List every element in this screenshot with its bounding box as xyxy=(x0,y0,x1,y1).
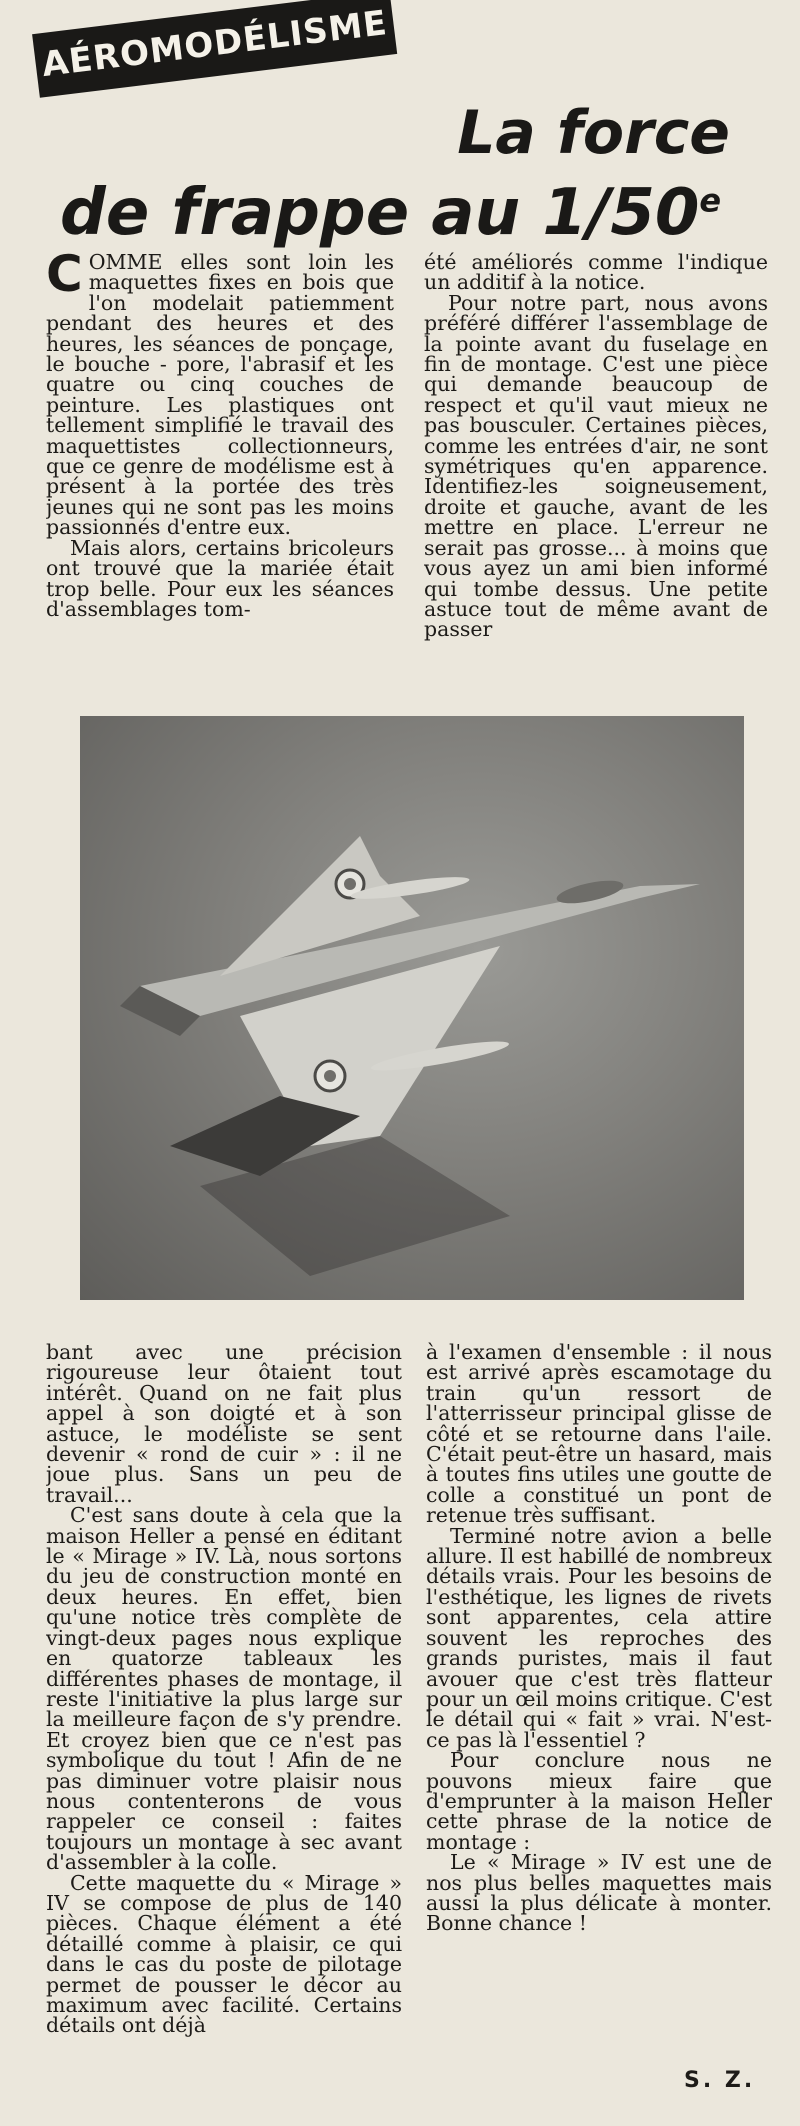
text-column-1 xyxy=(46,252,394,676)
section-rubric-label: AÉROMODÉLISME xyxy=(39,3,390,86)
paragraph xyxy=(46,252,394,538)
text-column-2 xyxy=(424,252,768,676)
drop-cap: C xyxy=(46,252,83,303)
text-column-4 xyxy=(426,1342,772,2042)
paragraph: à l'examen d'ensemble : il nous est arrivé après escamotage du train qu'un ressort de l'atterrisseur principal glisse de côté et se retourne dans l'aile. C'était peut-être un hasard, mais à toutes fins utiles une goutte de colle a constitué un pont de retenue très suffisant. xyxy=(426,1342,772,1528)
author-signature: S. Z. xyxy=(684,2068,756,2093)
mirage-iv-model-photo xyxy=(80,716,744,1300)
paragraph: Mais alors, certains bricoleurs ont trouvé que la mariée était trop belle. Pour eux les séances d'assemblages tom- xyxy=(46,535,394,621)
paragraph: C'est sans doute à cela que la maison Heller a pensé en éditant le « Mirage » IV. Là, nous sortons du jeu de construction monté en deux heures. En effet, bien qu'une notice très complète de vingt-deux pages nous explique en quatorze tableaux les différentes phases de montage, il reste l'initiative la plus large sur la meilleure façon de s'y prendre. Et croyez bien que ce n'est pas symbolique du tout ! Afin de ne pas diminuer votre plaisir nous nous contenterons de vous rappeler ce conseil : faites toujours un montage à sec avant d'assembler à la colle. xyxy=(46,1503,402,1875)
paragraph: Le « Mirage » IV est une de nos plus belles maquettes mais aussi la plus délicate à monter. Bonne chance ! xyxy=(426,1850,772,1936)
roundel-upper-center xyxy=(344,878,356,890)
article-title-line2-text: de frappe au 1/50 xyxy=(60,176,700,250)
paragraph: bant avec une précision rigoureuse leur ôtaient tout intérêt. Quand on ne fait plus appel à son doigté et à son astuce, le modéliste se sent devenir « rond de cuir » : il ne joue plus. Sans un peu de travail... xyxy=(46,1342,402,1507)
roundel-lower-center xyxy=(324,1070,336,1082)
article-title-line1: La force xyxy=(457,98,730,168)
paragraph: Terminé notre avion a belle allure. Il est habillé de nombreux détails vrais. Pour les besoins de l'esthétique, les lignes de rivets sont apparentes, cela attire souvent les reproches des grands puristes, mais il faut avouer que c'est très flatteur pour un œil moins critique. C'est le détail qui « fait » vrai. N'est-ce pas là l'essentiel ? xyxy=(426,1523,772,1752)
article-title-line2 xyxy=(60,176,721,250)
paragraph: Pour notre part, nous avons préféré différer l'assemblage de la pointe avant du fuselage en fin de montage. C'est une pièce qui demande beaucoup de respect et qu'il vaut mieux ne pas bousculer. Certaines pièces, comme les entrées d'air, ne sont symétriques qu'en apparence. Identifiez-les soigneusement, droite et gauche, avant de les mettre en place. L'erreur ne serait pas grosse... à moins que vous ayez un ami bien informé qui tombe dessus. Une petite astuce tout de même avant de passer xyxy=(424,290,768,642)
paragraph: Pour conclure nous ne pouvons mieux faire que d'emprunter à la maison Heller cette phrase de la notice de montage : xyxy=(426,1748,772,1854)
section-rubric-banner xyxy=(32,0,397,98)
paragraph-text: OMME elles sont loin les maquettes fixes en bois que l'on modelait patiemment pendant des heures et des heures, les séances de ponçage, le bouche - pore, l'abrasif et les quatre ou cinq couches de peinture. Les plastiques ont tellement simplifié le travail des maquettistes collectionneurs, que ce genre de modélisme est à présent à la portée des très jeunes qui ne sont pas les moins passionnés d'entre eux. xyxy=(46,252,394,540)
paragraph: été améliorés comme l'indique un additif à la notice. xyxy=(424,252,768,295)
paragraph: Cette maquette du « Mirage » IV se compose de plus de 140 pièces. Chaque élément a été détaillé comme à plaisir, ce qui dans le cas du poste de pilotage permet de pousser le décor au maximum avec facilité. Certains détails ont déjà xyxy=(46,1870,402,2038)
aircraft-illustration xyxy=(80,716,744,1300)
text-column-3 xyxy=(46,1342,402,2062)
article-title-superscript: e xyxy=(699,181,722,220)
